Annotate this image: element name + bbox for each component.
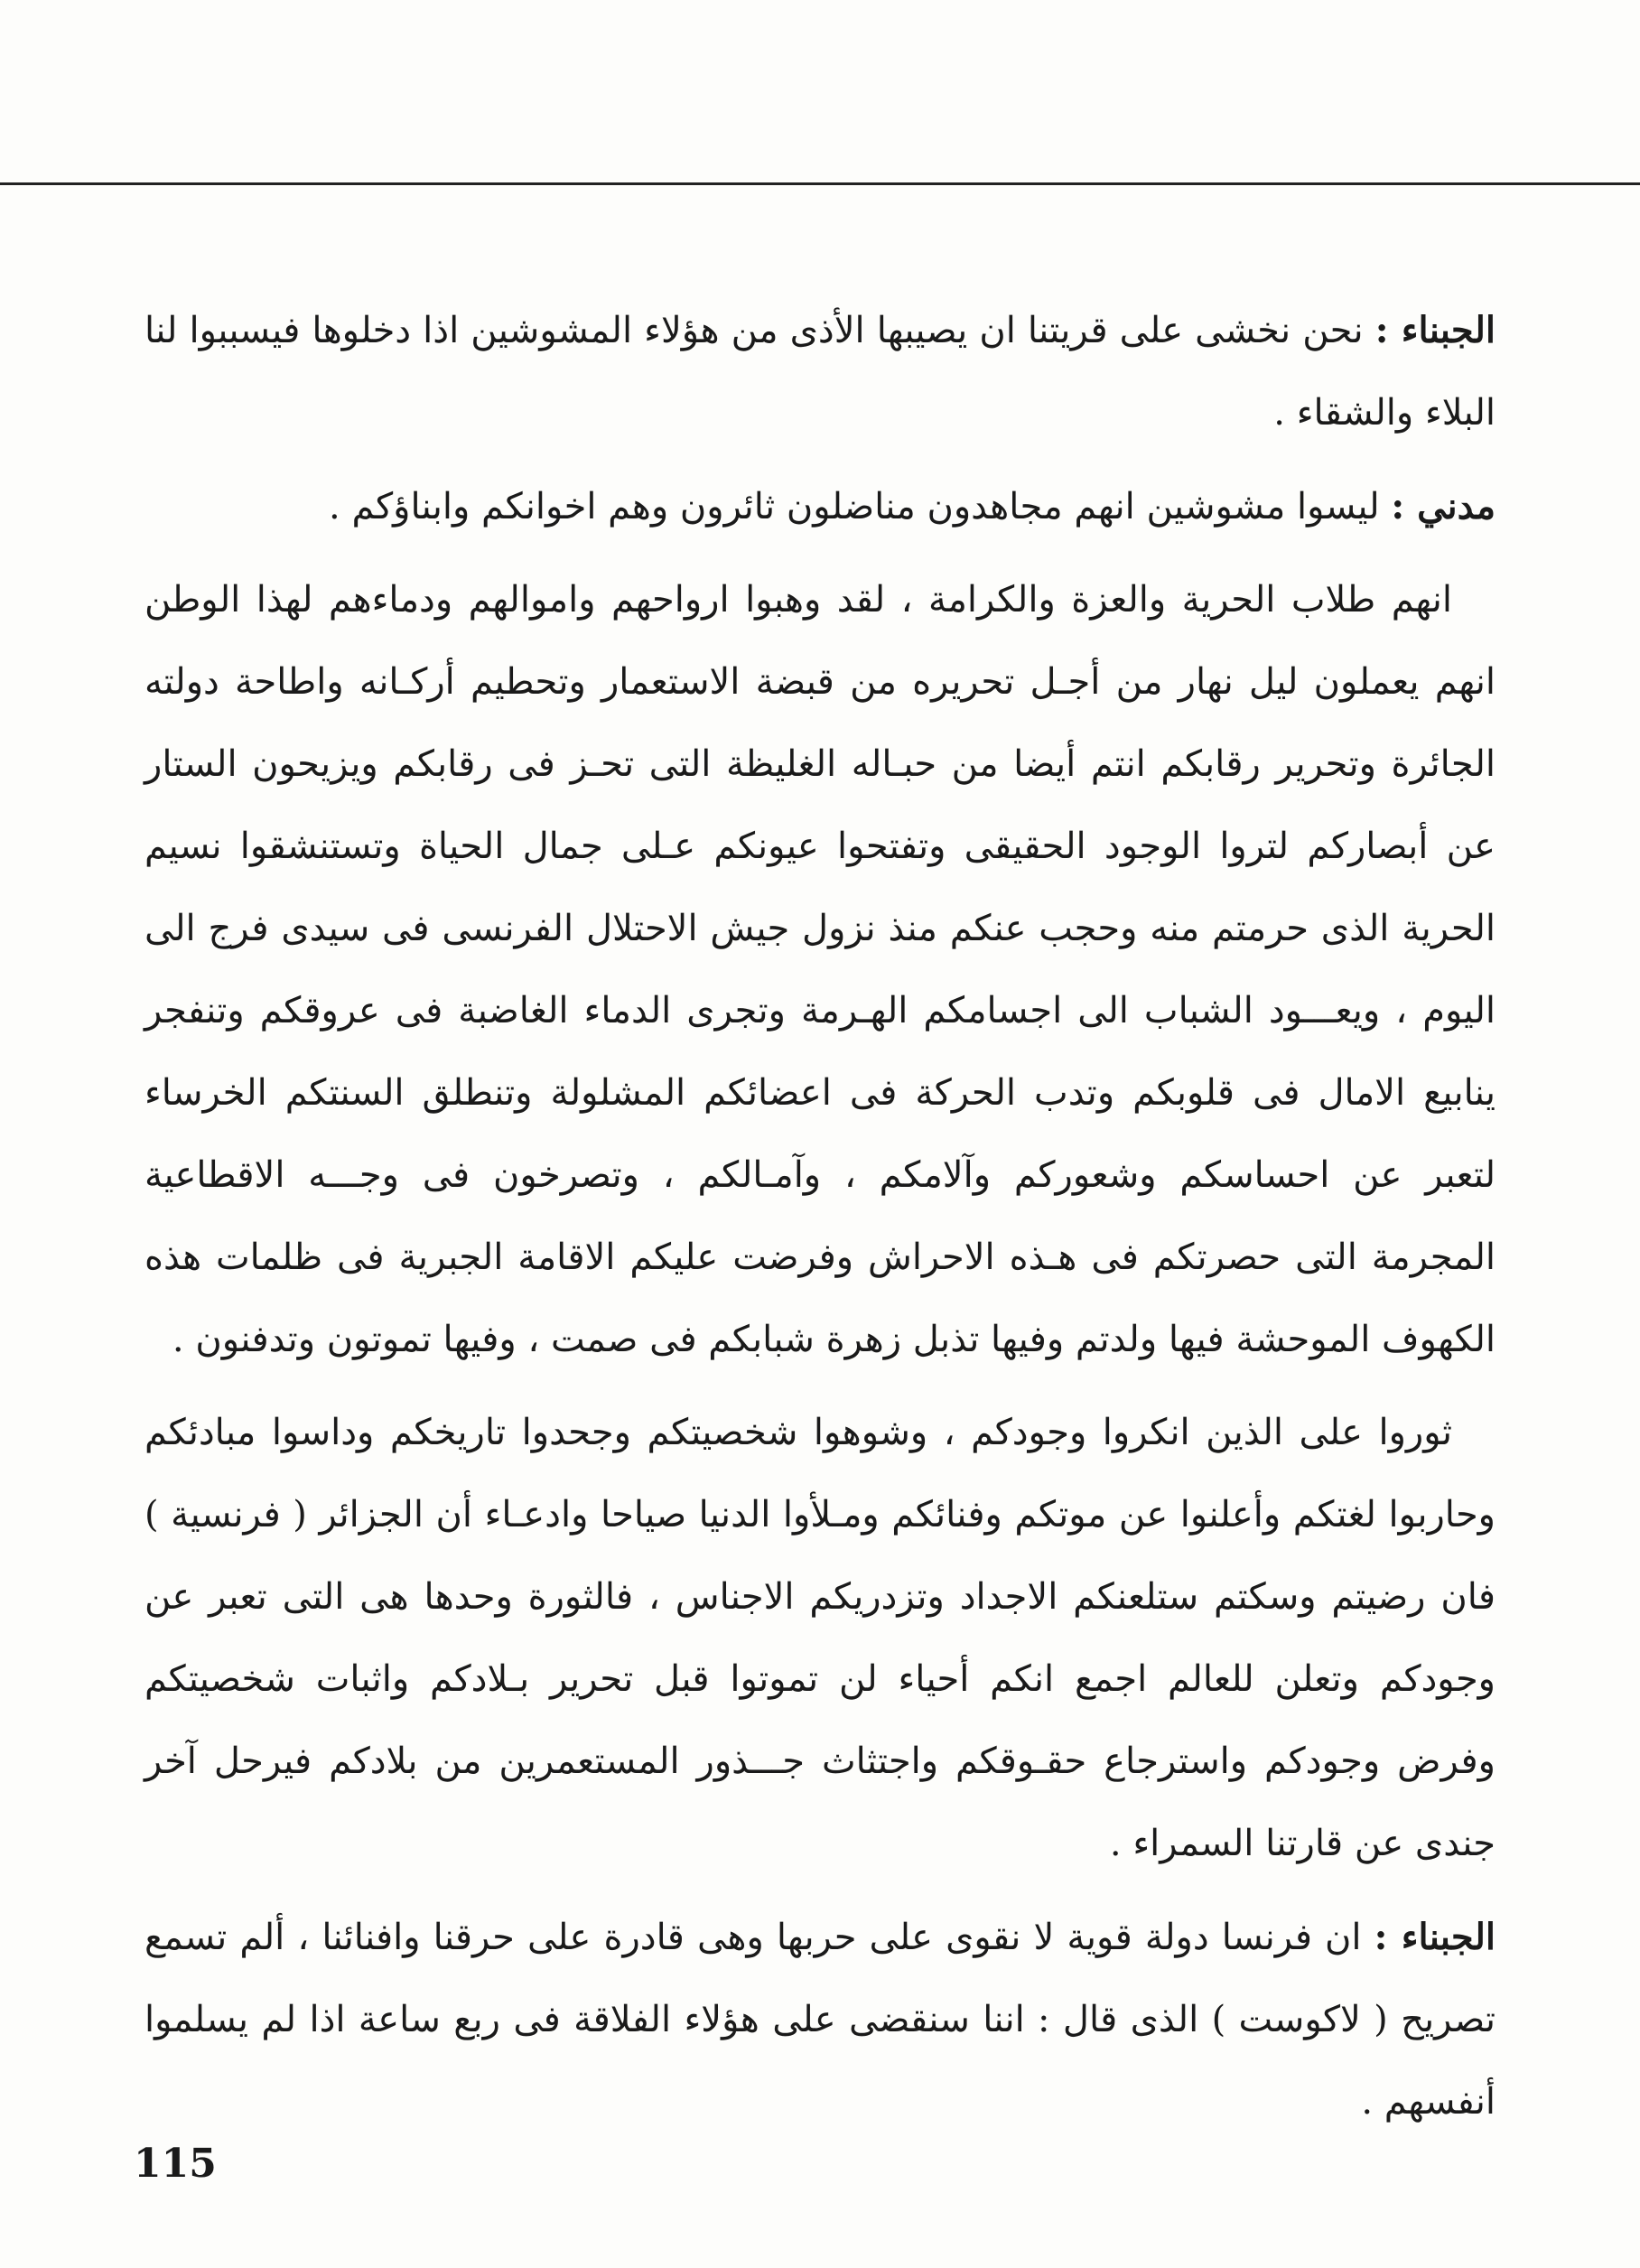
paragraph-speech-2	[144, 1392, 1496, 1885]
paragraph-dialogue-cowards-2	[144, 1896, 1496, 2143]
paragraph-text: ان فرنسا دولة قوية لا نقوى على حربها وهى قادرة على حرقنا وافنائنا ، ألم تسمع تصريح ( لاكوست ) الذى قال : اننا سنقضى على هؤلاء الفلاقة فى ربع ساعة اذا لم يسلموا أنفسهم .	[144, 1917, 1496, 2123]
paragraph-text: نحن نخشى على قريتنا ان يصيبها الأذى من هؤلاء المشوشين اذا دخلوها فيسببوا لنا البلاء والشقاء .	[144, 310, 1496, 434]
paragraph-text: ليسوا مشوشين انهم مجاهدون مناضلون ثائرون وهم اخوانكم وابناؤكم .	[329, 486, 1392, 527]
paragraph-text: انهم طلاب الحرية والعزة والكرامة ، لقد وهبوا ارواحهم واموالهم ودماءهم لهذا الوطن انهم يعملون ليل نهار من أجـل تحريره من قبضة الاستعمار وتحطيم أركـانه واطاحة دولته الجائرة وتحرير رقابكم انتم أيضا من حبـاله الغليظة التى تحـز فى رقابكم ويزيحون الستار عن أبصاركم لتروا الوجود الحقيقى وتفتحوا عيونكم عـلى جمال الحياة وتستنشقوا نسيم الحرية الذى حرمتم منه وحجب عنكم منذ نزول جيش الاحتلال الفرنسى فى سيدى فرج الى اليوم ، ويعـــود الشباب الى اجسامكم الهـرمة وتجرى الدماء الغاضبة فى عروقكم وتنفجر ينابيع الامال فى قلوبكم وتدب الحركة فى اعضائكم المشلولة وتنطلق السنتكم الخرساء لتعبر عن احساسكم وشعوركم وآلامكم ، وآمـالكم ، وتصرخون فى وجـــه الاقطاعية المجرمة التى حصرتكم فى هـذه الاحراش وفرضت عليكم الاقامة الجبرية فى ظلمات هذه الكهوف الموحشة فيها ولدتم وفيها تذبل زهرة شبابكم فى صمت ، وفيها تموتون وتدفنون .	[144, 579, 1496, 1360]
top-rule	[0, 182, 1640, 185]
page-number: 115	[134, 2141, 217, 2187]
speaker-label: الجبناء :	[1374, 309, 1496, 351]
paragraph-dialogue-madani	[144, 465, 1496, 548]
body-text	[144, 289, 1496, 2143]
paragraph-text: ثوروا على الذين انكروا وجودكم ، وشوهوا شخصيتكم وجحدوا تاريخكم وداسوا مبادئكم وحاربوا لغتكم وأعلنوا عن موتكم وفنائكم ومـلأوا الدنيا صياحا وادعـاء أن الجزائر ( فرنسية ) فان رضيتم وسكتم ستلعنكم الاجداد وتزدريكم الاجناس ، فالثورة وحدها هى التى تعبر عن وجودكم وتعلن للعالم اجمع انكم أحياء لن تموتوا قبل تحرير بـلادكم واثبات شخصيتكم وفرض وجودكم واسترجاع حقـوقكم واجتثاث جـــذور المستعمرين من بلادكم فيرحل آخر جندى عن قارتنا السمراء .	[144, 1412, 1496, 1864]
speaker-label: مدني :	[1391, 485, 1496, 527]
speaker-label: الجبناء :	[1374, 1916, 1496, 1958]
paragraph-speech-1	[144, 559, 1496, 1381]
paragraph-dialogue-cowards-1	[144, 289, 1496, 454]
